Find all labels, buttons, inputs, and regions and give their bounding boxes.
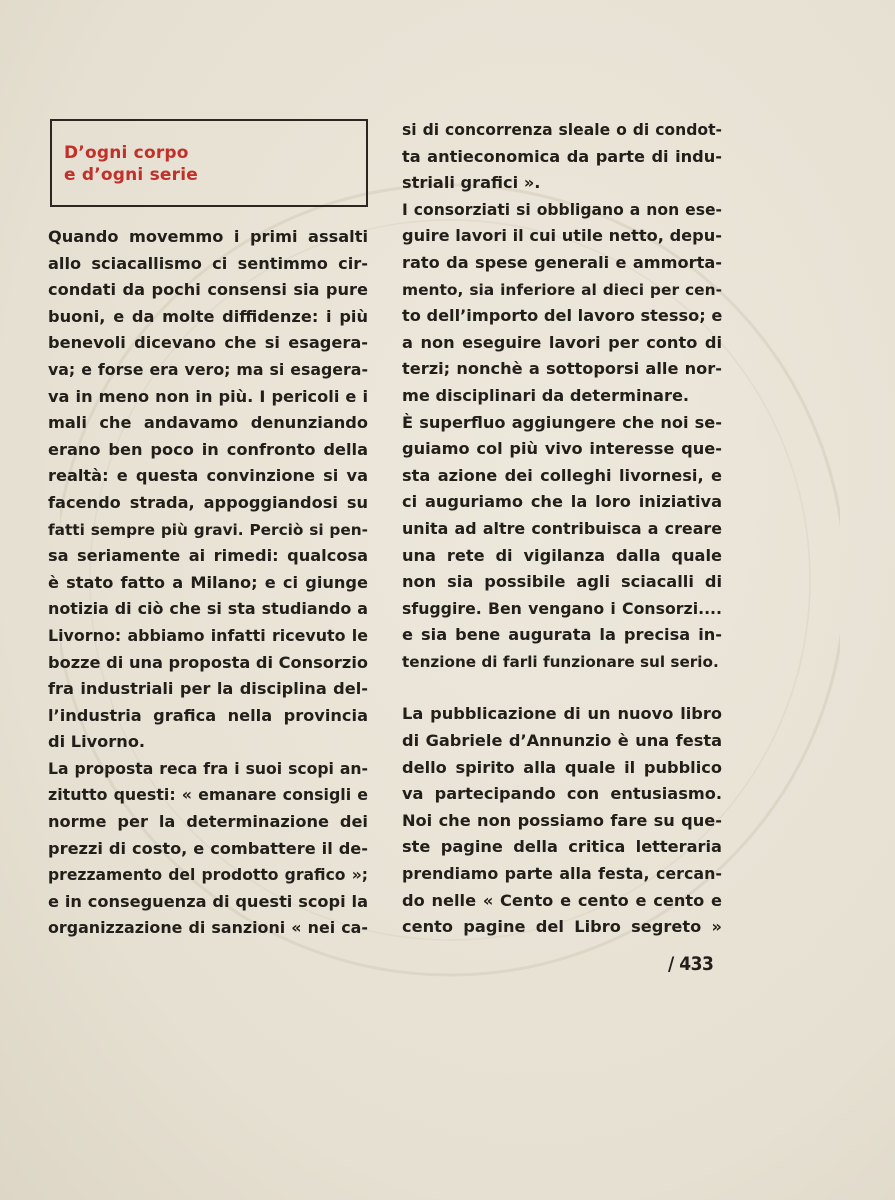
text-line: ta antieconomica da parte di indu-	[402, 146, 722, 166]
text-line: ci auguriamo che la loro iniziativa	[402, 492, 722, 512]
text-line: me disciplinari da determinare.	[402, 385, 690, 405]
text-line: l’industria grafica nella provincia	[48, 705, 368, 725]
text-line: ste pagine della critica letteraria	[402, 837, 722, 857]
text-line: e in conseguenza di questi scopi la	[48, 891, 368, 911]
text-line: fatti sempre più gravi. Perciò si pen-	[48, 520, 368, 539]
text-line: condati da pochi consensi sia pure	[48, 280, 368, 300]
text-line: facendo strada, appoggiandosi su	[48, 492, 368, 512]
paragraph	[402, 117, 722, 197]
text-line: unita ad altre contribuisca a creare	[402, 518, 722, 538]
text-line: norme per la determinazione dei	[48, 812, 368, 832]
text-line: guiamo col più vivo interesse que-	[402, 439, 722, 459]
text-line: tenzione di farli funzionare sul serio.	[402, 652, 719, 671]
text-line: a non eseguire lavori per conto di	[402, 332, 722, 352]
text-line: fra industriali per la disciplina del-	[48, 679, 368, 699]
text-line: di Gabriele d’Annunzio è una festa	[402, 731, 722, 751]
text-line: terzi; nonchè a sottoporsi alle nor-	[402, 359, 722, 379]
section-title-line-2: e d’ogni serie	[64, 165, 198, 185]
text-line: bozze di una proposta di Consorzio	[48, 652, 369, 672]
text-line: sta azione dei colleghi livornesi, e	[402, 465, 722, 485]
text-line: notizia di ciò che si sta studiando a	[48, 599, 368, 619]
text-line: organizzazione di sanzioni « nei ca-	[48, 918, 368, 938]
text-line: I consorziati si obbligano a non ese-	[402, 200, 722, 219]
text-line: di Livorno.	[48, 732, 146, 752]
text-line: si di concorrenza sleale o di condot-	[402, 121, 722, 139]
text-line: Quando movemmo i primi assalti	[48, 227, 368, 246]
text-line: to dell’importo del lavoro stesso; e	[402, 306, 723, 326]
text-line: va in meno non in più. I pericoli e i	[48, 386, 368, 406]
text-line: prendiamo parte alla festa, cercan-	[402, 864, 722, 884]
text-line: guire lavori il cui utile netto, depu-	[402, 226, 722, 246]
right-column	[402, 117, 722, 941]
text-line: rato da spese generali e ammorta-	[402, 252, 722, 272]
paragraph	[48, 224, 368, 756]
text-line: una rete di vigilanza dalla quale	[402, 545, 722, 565]
text-line: mento, sia inferiore al dieci per cen-	[402, 280, 722, 299]
text-line: La pubblicazione di un nuovo libro	[402, 704, 722, 724]
text-line: sfuggire. Ben vengano i Consorzi....	[402, 598, 722, 618]
text-line: La proposta reca fra i suoi scopi an-	[48, 758, 368, 778]
text-line: È superfluo aggiungere che noi se-	[402, 412, 722, 432]
paragraph	[48, 756, 368, 942]
text-line: benevoli dicevano che si esagera-	[48, 333, 368, 353]
text-line: realtà: e questa convinzione si va	[48, 466, 368, 486]
text-line: striali grafici ».	[402, 173, 541, 193]
section-title-line-1: D’ogni corpo	[64, 143, 189, 163]
text-line: erano ben poco in confronto della	[48, 439, 368, 459]
text-line: allo sciacallismo ci sentimmo cir-	[48, 253, 368, 273]
paragraph	[402, 701, 722, 940]
text-line: sa seriamente ai rimedi: qualcosa	[48, 546, 368, 566]
text-line: dello spirito alla quale il pubblico	[402, 757, 722, 777]
paragraph	[402, 410, 722, 676]
text-line: e sia bene augurata la precisa in-	[402, 625, 722, 645]
text-line: Livorno: abbiamo infatti ricevuto le	[48, 625, 368, 645]
text-line: Noi che non possiamo fare su que-	[402, 810, 722, 830]
text-line: va partecipando con entusiasmo.	[402, 784, 722, 804]
page-number: / 433	[668, 953, 714, 975]
text-line: non sia possibile agli sciacalli di	[402, 572, 722, 592]
text-line: va; e forse era vero; ma si esagera-	[48, 359, 368, 379]
paragraph-gap	[402, 675, 722, 701]
text-line: zitutto questi: « emanare consigli e	[48, 785, 368, 805]
text-line: prezzi di costo, e combattere il de-	[48, 838, 368, 858]
text-line: do nelle « Cento e cento e cento e	[402, 890, 722, 910]
section-title-box	[50, 119, 368, 207]
text-line: mali che andavamo denunziando	[48, 413, 368, 433]
paragraph	[402, 197, 722, 410]
text-line: è stato fatto a Milano; e ci giunge	[48, 572, 368, 592]
left-column	[48, 224, 368, 942]
text-line: buoni, e da molte diffidenze: i più	[48, 306, 368, 326]
text-line: cento pagine del Libro segreto »	[402, 917, 722, 937]
text-line: prezzamento del prodotto grafico »;	[48, 866, 368, 885]
